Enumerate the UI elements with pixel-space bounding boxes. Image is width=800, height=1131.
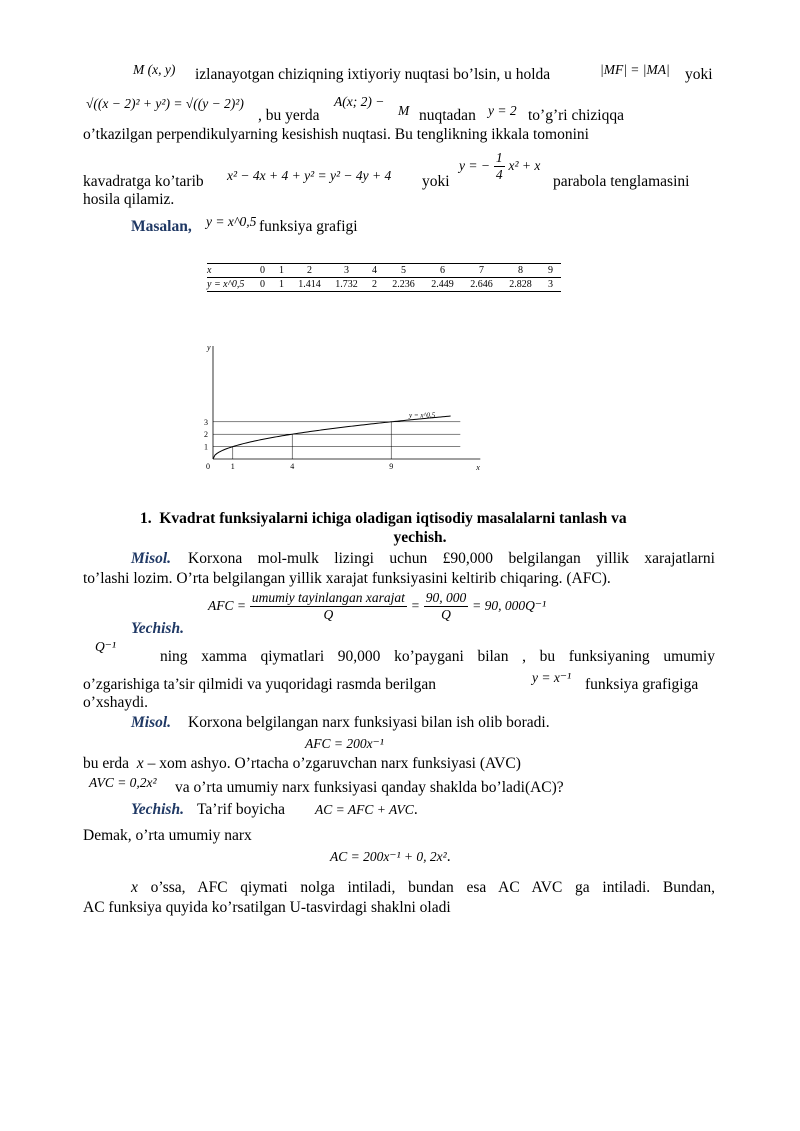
y-tick-label: 3 [204,417,208,427]
table-cell: 1.414 [291,278,328,292]
ac-formula: AC = 200x⁻¹ + 0, 2x². [330,848,451,865]
table-cell: 7 [462,264,501,278]
text-line: yoki [685,66,713,83]
table-cell: 1 [272,278,291,292]
yechish-label: Yechish. [131,801,184,818]
table-cell: 2.646 [462,278,501,292]
section-heading-cont: yechish. [393,529,447,546]
value-table [207,263,561,292]
text-line: Ta’rif boyicha [197,801,285,818]
table-cell: 1.732 [328,278,365,292]
text-line: ning xamma qiymatlari 90,000 ko’paygani bilan , bu funksiyaning umumiy [160,648,715,665]
text-line: hosila qilamiz. [83,191,175,208]
text-line: izlanayotgan chiziqning ixtiyoriy nuqtasi bo’lsin, u holda [195,66,551,83]
ac-definition: AC = AFC + AVC. [315,801,418,818]
table-row [207,278,561,292]
section-heading: 1. Kvadrat funksiyalarni ichiga oladigan iqtisodiy masalalarni tanlash va [140,510,627,527]
table-cell: 6 [423,264,462,278]
text-line: o’tkazilgan perpendikulyarning kesishish nuqtasi. Bu tenglikning ikkala tomonini [83,126,589,143]
text-line: Korxona belgilangan narx funksiyasi bilan ish olib boradi. [188,714,550,731]
x-tick-label: 9 [389,462,394,471]
table-cell: 0 [253,278,272,292]
text-line: Demak, o’rta umumiy narx [83,827,252,844]
table-cell: 3 [540,278,561,292]
misol-label: Misol. [131,714,172,731]
table-cell: 2 [291,264,328,278]
text-line: o’zgarishiga ta’sir qilmidi va yuqoridagi rasmda berilgan [83,676,436,693]
text-line: kavadratga ko’tarib [83,173,204,190]
text-line: x o’ssa, AFC qiymati nolga intiladi, bundan esa AC AVC ga intiladi. Bundan, [131,879,716,896]
origin-tick-label: 0 [206,462,210,471]
text-line: va o’rta umumiy narx funksiyasi qanday shaklda bo’ladi(AC)? [175,779,564,796]
table-row [207,264,561,278]
yechish-label: Yechish. [131,620,184,637]
math-parabola: y = − $\frac{1}{4}$ x² + x [459,150,541,182]
table-cell: 3 [328,264,365,278]
text-line: to’lashi lozim. O’rta belgilangan yillik xarajat funksiyasini keltirib chiqaring. (AFC). [83,570,611,587]
math-point-m: M (x, y) [133,62,176,77]
curve-label: y = x^0,5 [409,411,436,420]
text-line: parabola tenglamasini [553,173,690,190]
x-axis-label: x [476,463,480,472]
math-abs-equality: |MF| = |MA| [600,62,670,77]
table-cell: 1 [272,264,291,278]
afc-formula: AFC = $\frac{\text{umumiy tayinlangan xarajat}}{Q}$ = $\frac{90, 000}{Q}$ = 90, 000Q⁻¹ [208,590,547,622]
x-tick-label: 1 [230,462,235,471]
sqrt-curve [213,416,451,459]
text-line: funksiya grafigiga [585,676,699,693]
text-line: , bu yerda [258,107,320,124]
text-line: to’g’ri chiziqqa [528,107,624,124]
x-tick-label: 4 [290,462,295,471]
text-line: nuqtadan [419,107,476,124]
table-cell: 8 [501,264,540,278]
avc-formula: AVC = 0,2x² [89,775,157,790]
table-cell: 5 [384,264,423,278]
math-point-a: A(x; 2) − [334,94,385,109]
table-cell: 9 [540,264,561,278]
example-formula: y = x^0,5 [206,214,257,229]
math-m: M [398,103,410,118]
text-line: bu erda x – xom ashyo. O’rtacha o’zgaruvchan narx funksiyasi (AVC) [83,755,521,772]
y-axis-label: y [207,343,211,352]
table-cell: 2.236 [384,278,423,292]
text-line: yoki [422,173,450,190]
math-q-inverse: Q⁻¹ [95,639,116,654]
math-equation: x² − 4x + 4 + y² = y² − 4y + 4 [227,168,392,183]
table-cell: 2.828 [501,278,540,292]
misol-label: Misol. [131,550,172,567]
math-y-equals-2: y = 2 [488,103,517,118]
table-cell: 2 [365,278,384,292]
math-y-inverse: y = x⁻¹ [532,670,572,685]
y-tick-label: 2 [204,430,208,440]
table-cell: 2.449 [423,278,462,292]
afc-200-formula: AFC = 200x⁻¹ [305,736,384,751]
example-label: Masalan, [131,218,192,235]
text-line: Korxona mol-mulk lizingi uchun £90,000 belgilangan yillik xarajatlarni [188,550,715,567]
table-cell: 4 [365,264,384,278]
text-line: AC funksiya quyida ko’rsatilgan U-tasvirdagi shaklni oladi [83,899,451,916]
sqrt-function-graph [195,338,480,473]
text-line: o’xshaydi. [83,694,149,711]
table-cell: 0 [253,264,272,278]
math-sqrt-equality: √((x − 2)² + y²) = √((y − 2)²) [86,96,244,111]
table-header-x: x [207,264,253,278]
text-line: funksiya grafigi [259,218,358,235]
table-header-y: y = x^0,5 [207,278,253,292]
y-tick-label: 1 [204,442,208,452]
